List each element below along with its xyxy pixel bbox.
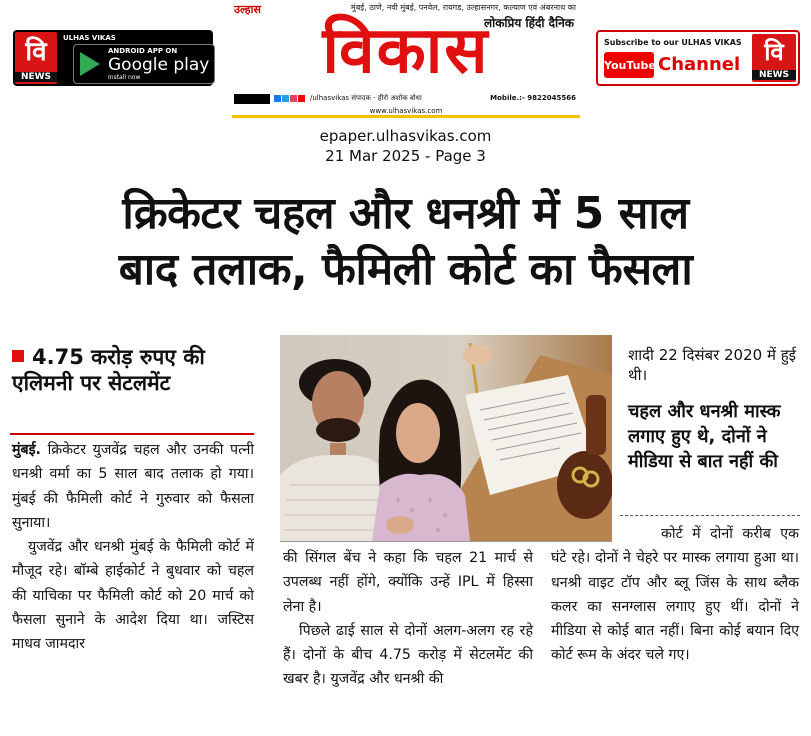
paragraph: युजवेंद्र और धनश्री मुंबई के फैमिली कोर्ट में मौजूद रहे। बॉम्बे हाईकोर्ट ने बुधवार को चहल की याचिका पर फैमिली कोर्ट को 20 मार्च को फैसला सुनाने के आदेश दिया था। जस्टिस माधव जामदार [12, 539, 254, 653]
article-column-3 [551, 522, 799, 668]
social-icons [274, 95, 306, 103]
masthead-cities: मुंबई, ठाणे, नवी मुंबई, पनवेल, रायगड, उल्हासनगर, कल्याण एवं अंबरनाथ का [350, 3, 576, 12]
play-store-icon [80, 52, 100, 76]
facebook-icon [274, 95, 281, 102]
logo-letter: वि [764, 38, 784, 66]
ulhas-vikas-news-logo [15, 32, 57, 84]
subhead-text: 4.75 करोड़ रुपए की एलिमनी पर सेटलमेंट [12, 345, 205, 395]
paragraph: की सिंगल बेंच ने कहा कि चहल 21 मार्च से उपलब्ध नहीं होंगे, क्योंकि उन्हें IPL में हिस्सा लेना है। [283, 550, 533, 615]
pull-quote: चहल और धनश्री मास्क लगाए हुए थे, दोनों ने मीडिया से बात नहीं की [628, 401, 781, 472]
article-headline [0, 186, 811, 298]
logo-news-label: NEWS [15, 72, 57, 82]
side-text: शादी 22 दिसंबर 2020 में हुई थी। [628, 346, 797, 384]
install-now: Install now [108, 74, 141, 81]
article-column-1 [12, 438, 254, 657]
masthead-title: विकास [322, 14, 490, 88]
dateline: मुंबई. [12, 442, 41, 458]
subhead-divider [10, 433, 254, 435]
masthead [232, 0, 580, 118]
masthead-info-bar [232, 92, 580, 106]
google-play-mini-icon [234, 94, 270, 104]
bullet-square-icon [12, 350, 24, 362]
epaper-site[interactable]: epaper.ulhasvikas.com [319, 127, 492, 145]
masthead-prefix: उल्हास [234, 3, 261, 16]
logo-letter: वि [25, 37, 47, 67]
google-play-banner[interactable] [13, 30, 213, 86]
paragraph: पिछले ढाई साल से दोनों अलग-अलग रह रहे हैं। दोनों के बीच 4.75 करोड़ में सेटलमेंट की खबर है। युजवेंद्र और धनश्री की [283, 622, 533, 688]
website-url[interactable]: www.ulhasvikas.com [369, 107, 443, 115]
company-name: ULHAS VIKAS [63, 34, 116, 42]
paragraph [12, 438, 254, 535]
masthead-tagline: लोकप्रिय हिंदी दैनिक [483, 16, 574, 30]
mobile-number: Mobile.:- 9822045566 [490, 94, 576, 102]
youtube-channel-banner[interactable] [596, 30, 800, 86]
youtube-logo [604, 52, 654, 78]
article-subhead [12, 344, 256, 396]
couple-court-photo [280, 335, 612, 541]
article-photo [280, 335, 612, 541]
channel-label: Channel [658, 54, 741, 75]
twitter-icon [282, 95, 289, 102]
edition-info [0, 126, 811, 166]
pull-quote-divider [620, 515, 800, 516]
google-play-badge[interactable] [73, 44, 215, 84]
instagram-icon [290, 95, 297, 102]
paragraph: कोर्ट में दोनों करीब एक घंटे रहे। दोनों ने चेहरे पर मास्क लगाया हुआ था। धनश्री वाइट टॉप और ब्लू जिंस के साथ ब्लैक कलर का सनग्लास लगाए हुए थीं। दोनों ने मीडिया से कोई बात नहीं। बिना कोई बयान दिए कोर्ट रूम के अंदर चले गए। [551, 526, 799, 664]
headline-line-2: बाद तलाक, फैमिली कोर्ट का फैसला [118, 244, 693, 295]
paragraph-text: क्रिकेटर युजवेंद्र चहल और उनकी पत्नी धनश्री वर्मा का 5 साल बाद तलाक हो गया। मुंबई की फैमिली कोर्ट ने गुरुवार को फैसला सुनाया। [12, 442, 254, 531]
youtube-tube: Tube [626, 59, 656, 72]
store-name: Google play [108, 55, 210, 75]
youtube-icon [298, 95, 305, 102]
logo-news-label: NEWS [752, 70, 796, 80]
ulhas-vikas-news-logo [752, 34, 796, 82]
store-line: ANDROID APP ON [108, 47, 178, 55]
subscribe-text: Subscribe to our ULHAS VIKAS [604, 38, 742, 47]
headline-line-1: क्रिकेटर चहल और धनश्री में 5 साल [122, 188, 689, 239]
social-handle: /ulhasvikas संपादक - हीरो अशोक बोधा [310, 94, 422, 102]
article-column-2 [283, 546, 533, 692]
edition-date-page: 21 Mar 2025 - Page 3 [325, 147, 486, 165]
youtube-you: You [604, 59, 627, 72]
